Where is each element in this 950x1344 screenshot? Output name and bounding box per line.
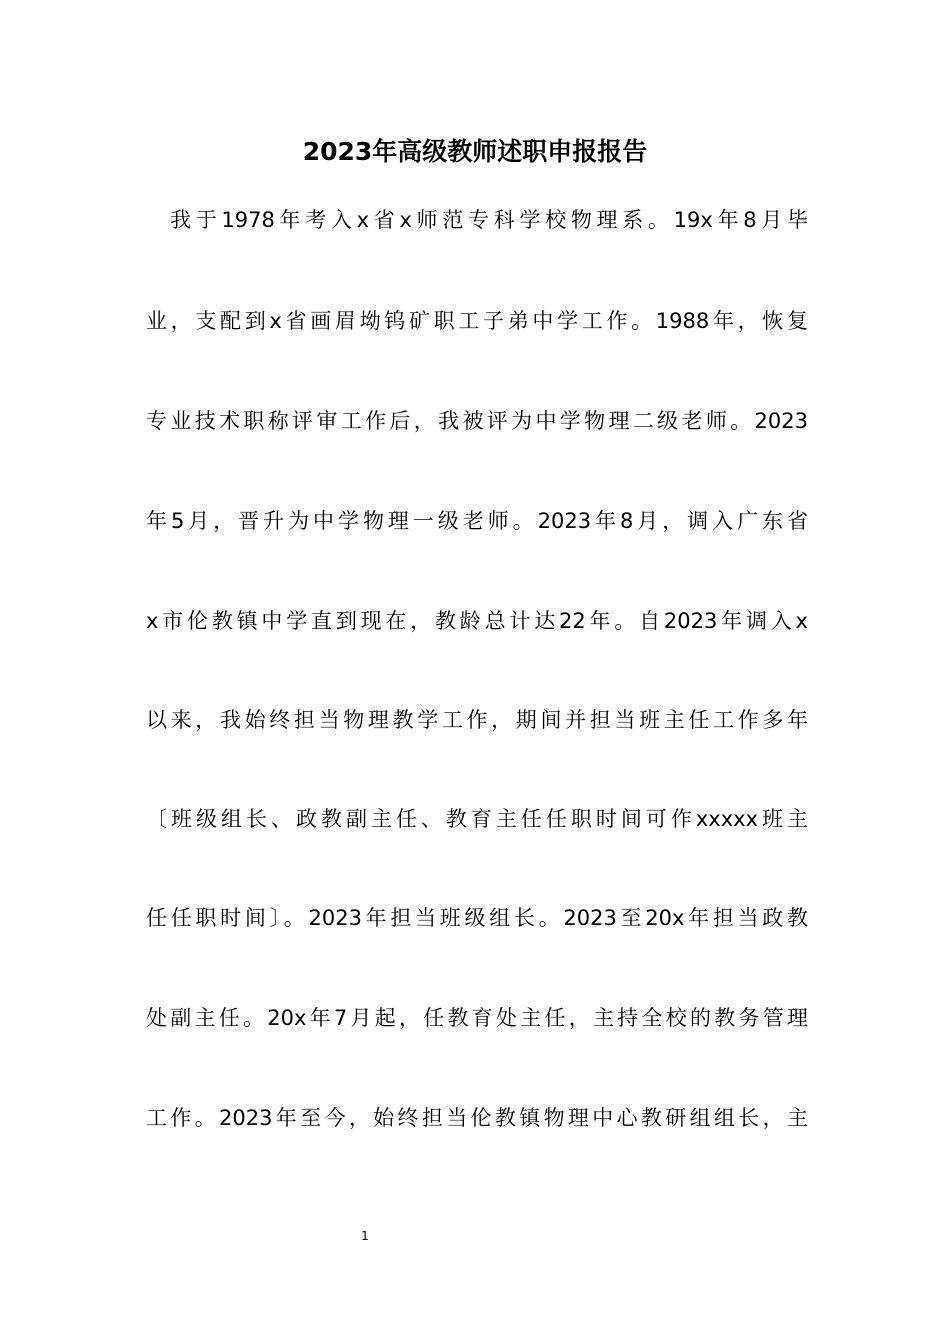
paragraph-line: 任任职时间〕。2023年担当班级组长。2023至20x年担当政教 [146, 906, 808, 930]
paragraph-line: 专业技术职称评审工作后，我被评为中学物理二级老师。2023 [146, 409, 808, 433]
paragraph-line: 工作。2023年至今，始终担当伦教镇物理中心教研组组长，主 [146, 1106, 808, 1130]
paragraph-line: 处副主任。20x年7月起，任教育处主任，主持全校的教务管理 [146, 1006, 808, 1030]
paragraph-line: 以来，我始终担当物理教学工作，期间并担当班主任工作多年 [146, 708, 808, 732]
paragraph-line: x市伦教镇中学直到现在，教龄总计达22年。自2023年调入x [146, 609, 808, 633]
paragraph-line: 〔班级组长、政教副主任、教育主任任职时间可作xxxxx班主 [146, 807, 808, 831]
paragraph-line: 业，支配到x省画眉坳钨矿职工子弟中学工作。1988年，恢复 [146, 309, 808, 333]
paragraph-line: 我于1978年考入x省x师范专科学校物理系。19x年8月毕 [170, 208, 808, 232]
page-number: 1 [361, 1229, 369, 1243]
paragraph-line: 年5月，晋升为中学物理一级老师。2023年8月，调入广东省 [146, 509, 808, 533]
document-title: 2023年高级教师述职申报报告 [302, 137, 648, 166]
